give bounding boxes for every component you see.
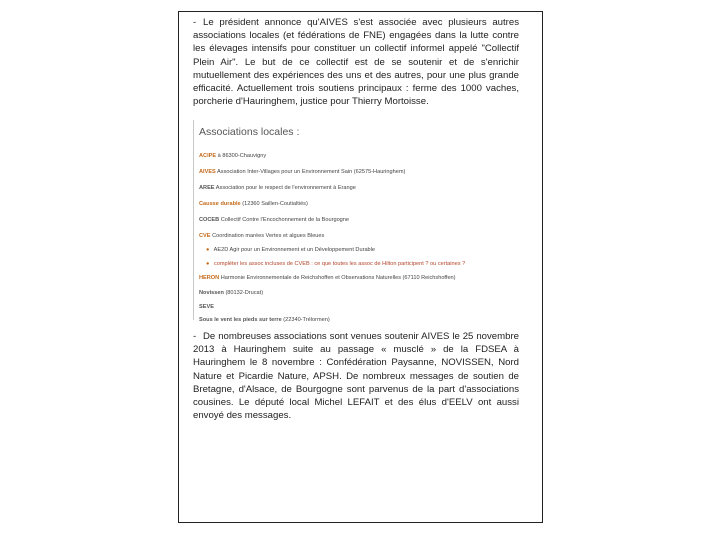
association-name: SEVE <box>199 304 214 310</box>
association-name: CVE <box>199 233 211 239</box>
association-name: ACIPE <box>199 153 217 159</box>
sub-item-text: AE2D Agir pour un Environnement et un Développement Durable <box>213 247 376 253</box>
association-name: AREE <box>199 185 215 191</box>
association-desc: (80132-Drucat) <box>225 290 264 296</box>
association-row <box>199 217 349 224</box>
bullet-icon: ● <box>206 261 210 267</box>
association-row <box>199 153 266 160</box>
association-desc: Association Inter-Villages pour un Environnement Sain (62575-Hauringhem) <box>217 169 406 175</box>
association-name: Novissen <box>199 290 224 296</box>
association-desc: Harmonie Environnementale de Reichshoffen et Observations Naturelles (67110 Reichshoffen) <box>220 275 456 281</box>
association-name: COCEB <box>199 217 220 223</box>
association-row <box>199 317 330 324</box>
association-row <box>199 275 456 282</box>
sub-item-text: compléter les assoc incluses de CVEB : ce que toutes les assoc de Hilton participent ? ou certaines ? <box>213 261 466 267</box>
association-row <box>199 185 356 192</box>
association-row <box>199 290 263 297</box>
associations-title: Associations locales : <box>199 126 300 138</box>
paragraph-text: Le président annonce qu'AIVES s'est associée avec plusieurs autres associations locales (et fédérations de FNE) engagées dans la lutte contre les élevages intensifs pour constituer un collectif informel appelé "Collectif Plein Air". Le but de ce collectif est de se soutenir et de s'enrichir mutuellement des expériences des uns et des autres, pour une plus grande efficacité. Actuellement trois soutiens principaux : ferme des 1000 vaches, porcherie d'Hauringhem, justice pour Thierry Mortoisse. <box>193 17 519 108</box>
association-desc: Collectif Contre l'Encochonnement de la Bourgogne <box>220 217 350 223</box>
association-desc: (22340-Trélormen) <box>283 317 330 323</box>
association-row <box>199 201 308 208</box>
list-dash: - <box>193 17 197 28</box>
association-desc: Association pour le respect de l'environnement à Erange <box>215 185 356 191</box>
bullet-icon: ● <box>206 247 210 253</box>
paragraph-president-announcement <box>193 16 519 108</box>
association-sub-row <box>206 247 375 254</box>
association-desc: à 86300-Chauvigny <box>217 153 267 159</box>
association-name: AIVES <box>199 169 216 175</box>
association-sub-row <box>206 261 465 268</box>
association-name: Causse durable <box>199 201 241 207</box>
association-row <box>199 233 324 240</box>
association-desc: (12360 Saillen-Coutialtiés) <box>242 201 308 207</box>
association-name: Sous le vent les pieds sur terre <box>199 317 282 323</box>
association-name: HERON <box>199 275 220 281</box>
association-desc: Coordination marées Vertes et algues Bleues <box>212 233 325 239</box>
document-page <box>178 11 543 523</box>
paragraph-support-messages <box>193 330 519 422</box>
list-dash: - <box>193 331 197 342</box>
associations-embedded-screenshot <box>193 120 518 323</box>
paragraph-text: De nombreuses associations sont venues soutenir AIVES le 25 novembre 2013 à Hauringhem suite au passage « musclé » de la FDSEA à Hauringhem le 8 novembre : Confédération Paysanne, NOVISSEN, Nord Nature et Picardie Nature, APSH. De nombreux messages de soutien de Bretagne, d'Alsace, de Bourgogne sont parvenus de la part d'associations cousines. Le député local Michel LEFAIT et des élus d'EELV ont aussi envoyé des messages. <box>193 331 519 422</box>
association-row <box>199 304 214 311</box>
association-row <box>199 169 405 176</box>
